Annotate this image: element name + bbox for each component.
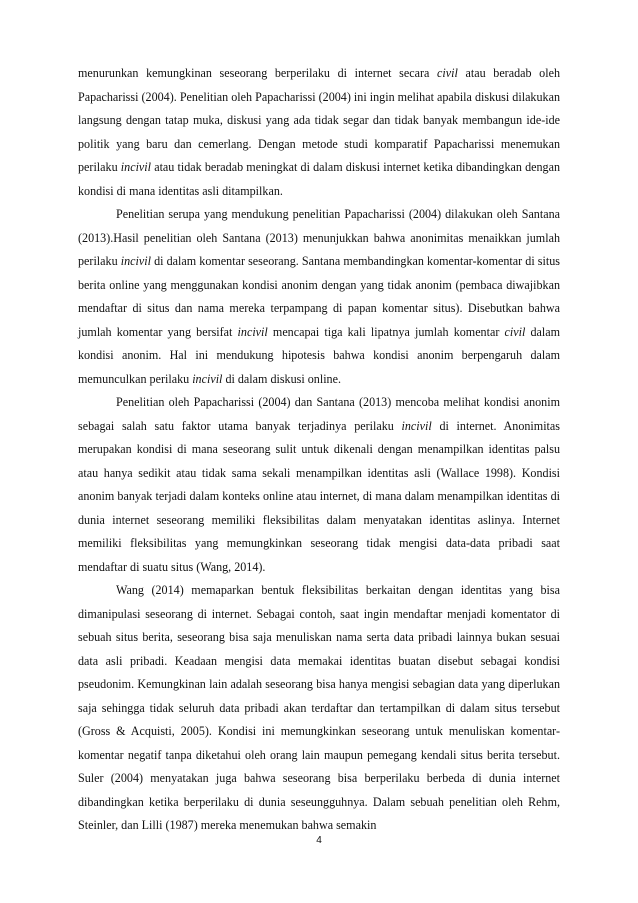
text-segment: Penelitian serupa yang mendukung penelitian Papacharissi (2004) dilakukan oleh Santana (2013).Hasil penelitian oleh Santana (2013) menunjukkan bahwa anonimitas menaikkan jumlah perilaku xyxy=(78,207,560,268)
paragraph xyxy=(78,203,560,391)
text-segment: menurunkan kemungkinan seseorang berperilaku di internet secara xyxy=(78,66,438,80)
text-segment: Penelitian oleh Papacharissi (2004) dan Santana (2013) mencoba melihat kondisi anonim sebagai salah satu faktor utama banyak terjadinya perilaku xyxy=(78,395,560,433)
text-segment: di dalam komentar seseorang. Santana membandingkan komentar-komentar di situs berita online yang menggunakan kondisi anonim dengan yang tidak anonim (pembaca diwajibkan mendaftar di situs dan nama mereka terpampang di papan komentar situs). Disebutkan bahwa jumlah komentar yang bersifat xyxy=(78,254,560,339)
text-segment: Wang (2014) memaparkan bentuk fleksibilitas berkaitan dengan identitas yang bisa dimanipulasi seseorang di internet. Sebagai contoh, saat ingin mendaftar menjadi komentator di sebuah situs berita, seseorang bisa saja menuliskan nama serta data pribadi lainnya bukan sesuai data asli pribadi. Keadaan mengisi data memakai identitas buatan disebut sebagai kondisi pseudonim. Kemungkinan lain adalah seseorang bisa hanya mengisi sebagian data yang diperlukan saja sehingga tidak seluruh data pribadi akan terdaftar dan tertampilkan di dalam situs tersebut (Gross & Acquisti, 2005). Kondisi ini memungkinkan seseorang untuk menuliskan komentar-komentar negatif tanpa diketahui oleh orang lain maupun pemegang kendali situs berita tersebut. Suler (2004) menyatakan juga bahwa seseorang bisa berperilaku berbeda di dunia internet dibandingkan ketika berperilaku di dunia seseungguhnya. Dalam sebuah penelitian oleh Rehm, Steinler, dan Lilli (1987) mereka menemukan bahwa semakin xyxy=(78,583,560,832)
text-segment: mencapai tiga kali lipatnya jumlah komentar xyxy=(267,324,505,339)
italic-term: civil xyxy=(437,66,458,80)
italic-term: incivil xyxy=(120,160,152,174)
paragraph xyxy=(78,579,560,838)
text-segment: di dalam diskusi online. xyxy=(222,371,341,386)
text-segment: atau beradab oleh Papacharissi (2004). Penelitian oleh Papacharissi (2004) ini ingin melihat apabila diskusi dilakukan langsung dengan tatap muka, diskusi yang ada tidak segar dan tidak banyak membangun ide-ide politik yang baru dan cemerlang. Dengan metode studi komparatif Papacharissi menemukan perilaku xyxy=(78,66,560,174)
page-number: 4 xyxy=(316,835,322,846)
text-segment: dalam kondisi anonim. Hal ini mendukung hipotesis bahwa kondisi anonim berpengaruh dalam memunculkan perilaku xyxy=(78,324,561,386)
text-segment: di internet. Anonimitas merupakan kondisi di mana seseorang sulit untuk dikenali dengan menampilkan identitas palsu atau hanya sedikit atau tidak sama sekali menampilkan identitas asli (Wallace 1998). Kondisi anonim banyak terjadi dalam konteks online atau internet, di mana dalam menampilkan identitas di dunia internet seseorang memiliki fleksibilitas dalam menyatakan identitas aslinya. Internet memiliki fleksibilitas yang memungkinkan seseorang tidak mengisi data-data pribadi saat mendaftar di suatu situs (Wang, 2014). xyxy=(78,418,560,574)
paragraph xyxy=(78,391,560,579)
italic-term: incivil xyxy=(120,254,151,268)
text-segment: atau tidak beradab meningkat di dalam diskusi internet ketika dibandingkan dengan kondisi di mana identitas asli ditampilkan. xyxy=(78,160,560,198)
italic-term: incivil xyxy=(237,324,268,339)
paragraph xyxy=(78,62,560,203)
italic-term: incivil xyxy=(401,418,432,433)
italic-term: incivil xyxy=(192,371,223,386)
italic-term: civil xyxy=(504,324,526,339)
body-text xyxy=(78,62,560,838)
